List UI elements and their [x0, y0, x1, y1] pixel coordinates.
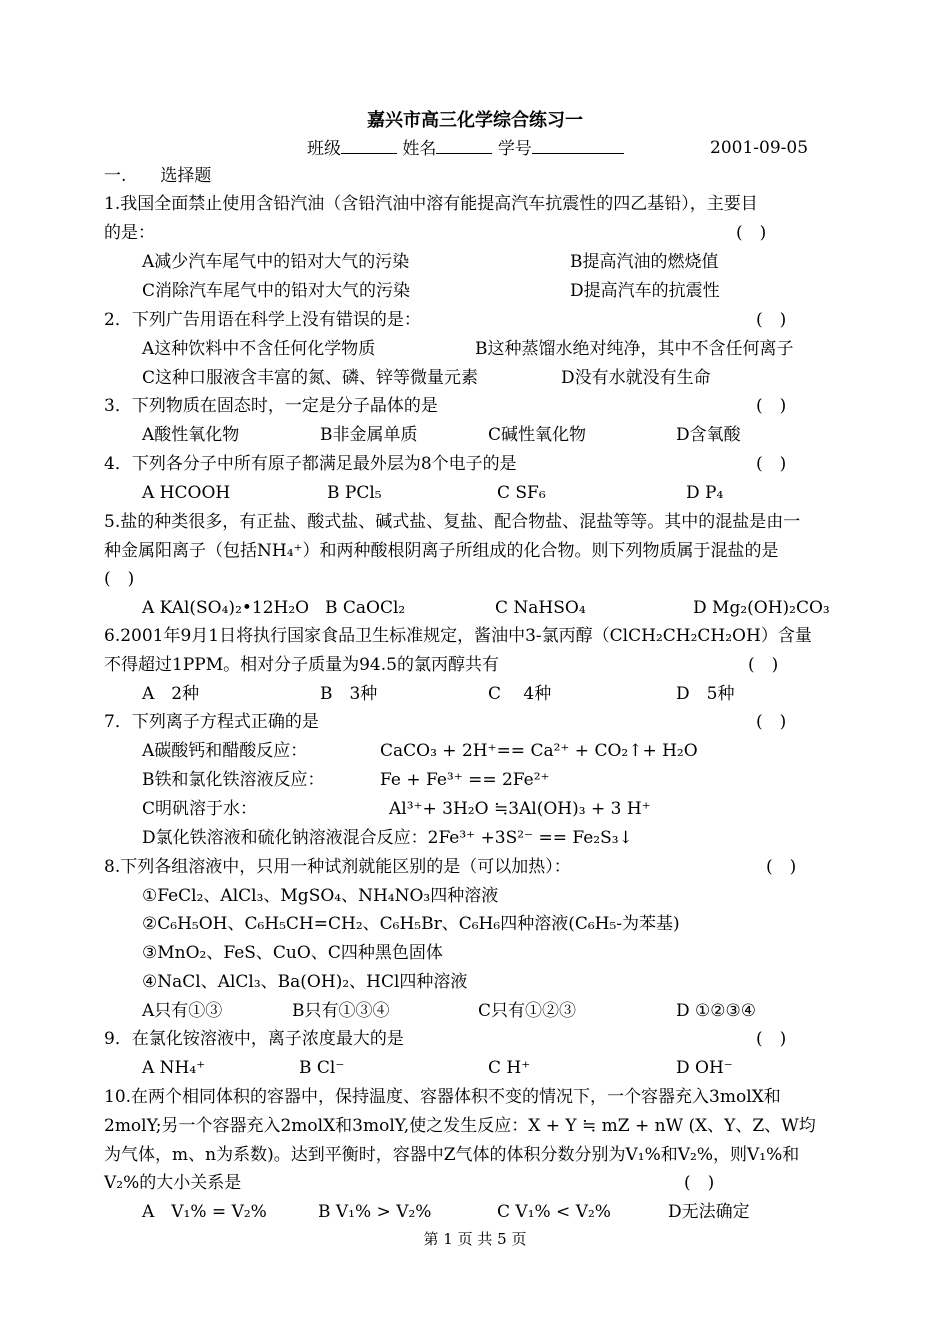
- option-4b: B PCl₅: [327, 483, 382, 503]
- option-8d: D ①②③④: [676, 1001, 756, 1021]
- option-5a: A KAl(SO₄)₂•12H₂O: [142, 598, 310, 618]
- item-8-4: ④NaCl、AlCl₃、Ba(OH)₂、HCl四种溶液: [142, 972, 468, 992]
- option-10a: A V₁% = V₂%: [142, 1202, 267, 1222]
- class-label: 班级: [307, 139, 341, 159]
- option-7c: C明矾溶于水：: [142, 799, 258, 819]
- option-6d: D 5种: [676, 684, 735, 704]
- option-5d: D Mg₂(OH)₂CO₃: [693, 598, 830, 618]
- option-1c: C消除汽车尾气中的铅对大气的污染: [142, 281, 411, 301]
- section-title: 一. 选择题: [104, 166, 212, 186]
- question-7-text: 7．下列离子方程式正确的是: [104, 712, 319, 732]
- option-7a-equation: CaCO₃ + 2H⁺== Ca²⁺ + CO₂↑+ H₂O: [380, 741, 698, 761]
- option-1b: B提高汽油的燃烧值: [570, 252, 719, 272]
- option-6c: C 4种: [488, 684, 552, 704]
- answer-bracket-4[interactable]: ( ): [756, 454, 787, 474]
- question-9-text: 9．在氯化铵溶液中，离子浓度最大的是: [104, 1029, 404, 1049]
- question-1-text-2: 的是：: [104, 223, 155, 243]
- question-3-text: 3．下列物质在固态时，一定是分子晶体的是: [104, 396, 438, 416]
- question-10-text: 10.在两个相同体积的容器中，保持温度、容器体积不变的情况下，一个容器充入3molX和: [104, 1087, 781, 1107]
- option-7d: D氯化铁溶液和硫化钠溶液混合反应：2Fe³⁺ +3S²⁻ == Fe₂S₃↓: [142, 828, 633, 848]
- option-1d: D提高汽车的抗震性: [570, 281, 720, 301]
- answer-bracket-9[interactable]: ( ): [756, 1029, 787, 1049]
- option-9a: A NH₄⁺: [142, 1058, 206, 1078]
- option-9c: C H⁺: [488, 1058, 531, 1078]
- name-blank[interactable]: [436, 137, 492, 154]
- option-5c: C NaHSO₄: [495, 598, 586, 618]
- question-6-text: 6.2001年9月1日将执行国家食品卫生标准规定，酱油中3-氯丙醇（ClCH₂CH₂CH₂OH）含量: [104, 626, 812, 646]
- option-9d: D OH⁻: [676, 1058, 733, 1078]
- option-8b: B只有①③④: [292, 1001, 390, 1021]
- answer-bracket-10[interactable]: ( ): [684, 1173, 715, 1193]
- question-4-text: 4．下列各分子中所有原子都满足最外层为8个电子的是: [104, 454, 517, 474]
- option-2d: D没有水就没有生命: [561, 368, 711, 388]
- page-title: 嘉兴市高三化学综合练习一: [367, 110, 583, 131]
- page-footer: 第 1 页 共 5 页: [423, 1230, 527, 1248]
- option-9b: B Cl⁻: [299, 1058, 345, 1078]
- option-6a: A 2种: [142, 684, 200, 704]
- question-10-text-3: 为气体，m、n为系数)。达到平衡时，容器中Z气体的体积分数分别为V₁%和V₂%，则V₁%和: [104, 1145, 800, 1165]
- class-blank[interactable]: [341, 137, 397, 154]
- option-8c: C只有①②③: [478, 1001, 577, 1021]
- option-7c-equation: Al³⁺+ 3H₂O ≒3Al(OH)₃ + 3 H⁺: [389, 799, 651, 819]
- answer-bracket-1[interactable]: ( ): [736, 223, 767, 243]
- question-6-text-2: 不得超过1PPM。相对分子质量为94.5的氯丙醇共有: [104, 655, 499, 675]
- answer-bracket-7[interactable]: ( ): [756, 712, 787, 732]
- option-2b: B这种蒸馏水绝对纯净，其中不含任何离子: [475, 339, 794, 359]
- option-10b: B V₁% > V₂%: [318, 1202, 432, 1222]
- item-8-2: ②C₆H₅OH、C₆H₅CH=CH₂、C₆H₅Br、C₆H₆四种溶液(C₆H₅-为苯基): [142, 914, 680, 934]
- question-2-text: 2．下列广告用语在科学上没有错误的是：: [104, 310, 421, 330]
- answer-bracket-6[interactable]: ( ): [748, 655, 779, 675]
- option-7a: A碳酸钙和醋酸反应：: [142, 741, 308, 761]
- option-3a: A酸性氧化物: [142, 425, 240, 445]
- answer-bracket-8[interactable]: ( ): [766, 857, 797, 877]
- option-8a: A只有①③: [142, 1001, 223, 1021]
- id-blank[interactable]: [532, 137, 624, 154]
- option-7b: B铁和氯化铁溶液反应：: [142, 770, 325, 790]
- option-10c: C V₁% < V₂%: [497, 1202, 611, 1222]
- option-3c: C碱性氧化物: [488, 425, 587, 445]
- option-7b-equation: Fe + Fe³⁺ == 2Fe²⁺: [380, 770, 550, 790]
- option-4a: A HCOOH: [142, 483, 231, 503]
- option-3d: D含氧酸: [676, 425, 741, 445]
- option-3b: B非金属单质: [320, 425, 418, 445]
- option-10d: D无法确定: [668, 1202, 750, 1222]
- option-1a: A减少汽车尾气中的铅对大气的污染: [142, 252, 410, 272]
- question-5-text-2: 种金属阳离子（包括NH₄⁺）和两种酸根阴离子所组成的化合物。则下列物质属于混盐的是: [104, 541, 779, 561]
- question-8-text: 8.下列各组溶液中，只用一种试剂就能区别的是（可以加热）：: [104, 857, 571, 877]
- name-label: 姓名: [402, 139, 437, 159]
- id-label: 学号: [497, 139, 532, 159]
- date: 2001-09-05: [710, 138, 809, 158]
- item-8-1: ①FeCl₂、AlCl₃、MgSO₄、NH₄NO₃四种溶液: [142, 886, 499, 906]
- answer-bracket-2[interactable]: ( ): [756, 310, 787, 330]
- question-10-text-4: V₂%的大小关系是: [104, 1173, 242, 1193]
- option-4d: D P₄: [686, 483, 724, 503]
- item-8-3: ③MnO₂、FeS、CuO、C四种黑色固体: [142, 943, 443, 963]
- header-fields: [307, 137, 624, 160]
- question-5-text: 5.盐的种类很多，有正盐、酸式盐、碱式盐、复盐、配合物盐、混盐等等。其中的混盐是由一: [104, 512, 801, 532]
- answer-bracket-3[interactable]: ( ): [756, 396, 787, 416]
- question-1-text: 1.我国全面禁止使用含铅汽油（含铅汽油中溶有能提高汽车抗震性的四乙基铅），主要目: [104, 194, 758, 214]
- option-2a: A这种饮料中不含任何化学物质: [142, 339, 376, 359]
- option-2c: C这种口服液含丰富的氮、磷、锌等微量元素: [142, 368, 479, 388]
- option-6b: B 3种: [320, 684, 378, 704]
- question-10-text-2: 2molY;另一个容器充入2molX和3molY,使之发生反应：X + Y ≒ mZ + nW (X、Y、Z、W均: [104, 1116, 816, 1136]
- option-4c: C SF₆: [497, 483, 546, 503]
- answer-bracket-5[interactable]: ( ): [104, 569, 135, 589]
- option-5b: B CaOCl₂: [325, 598, 406, 618]
